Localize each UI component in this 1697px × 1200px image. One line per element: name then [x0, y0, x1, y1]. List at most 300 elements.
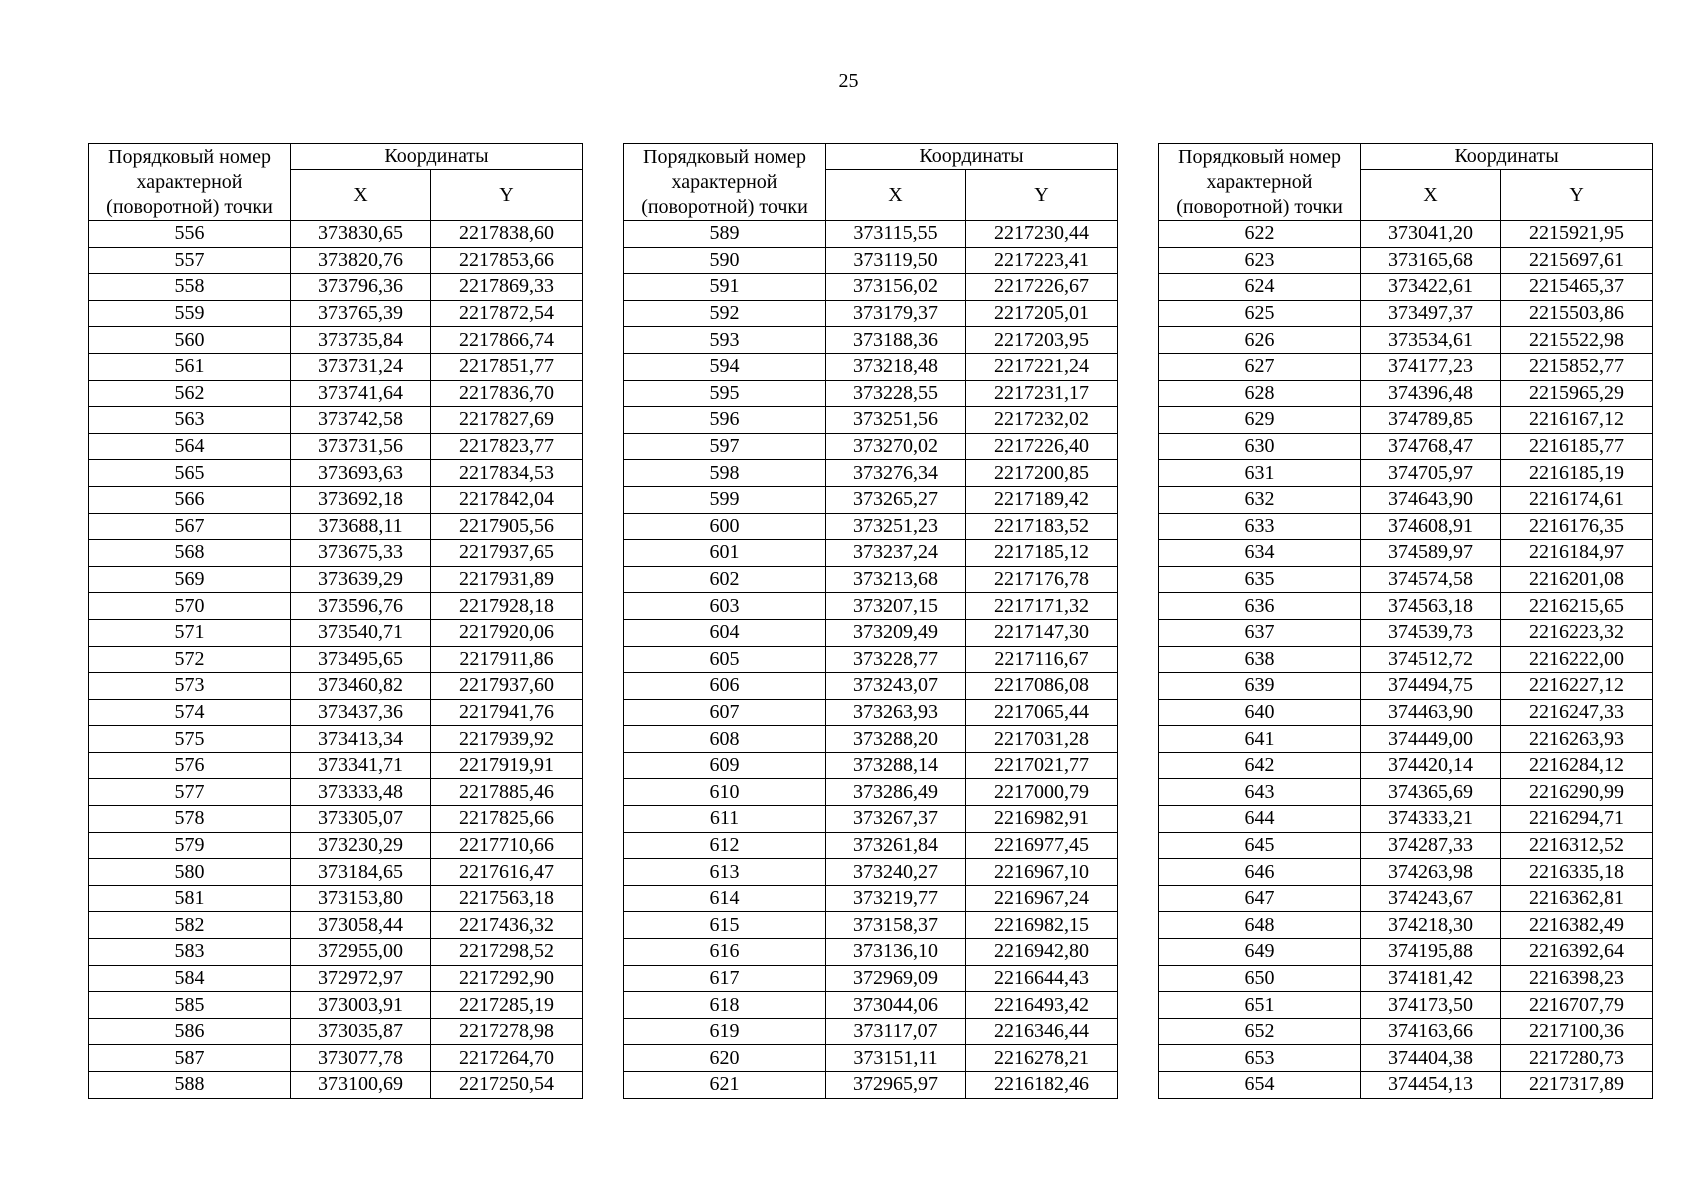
- table-row: [624, 885, 1118, 912]
- x-coordinate-cell: 372955,00: [291, 939, 431, 966]
- point-number-cell: 645: [1159, 832, 1361, 859]
- table-row: [624, 965, 1118, 992]
- point-number-cell: 556: [89, 221, 291, 248]
- y-coordinate-cell: 2215921,95: [1501, 221, 1653, 248]
- y-coordinate-cell: 2217905,56: [431, 513, 583, 540]
- point-number-cell: 602: [624, 566, 826, 593]
- y-coordinate-cell: 2217185,12: [966, 540, 1118, 567]
- y-coordinate-cell: 2216707,79: [1501, 992, 1653, 1019]
- point-number-cell: 572: [89, 646, 291, 673]
- point-number-cell: 579: [89, 832, 291, 859]
- point-number-cell: 611: [624, 806, 826, 833]
- x-coordinate-cell: 374454,13: [1361, 1072, 1501, 1099]
- x-coordinate-cell: 373460,82: [291, 673, 431, 700]
- y-coordinate-cell: 2216398,23: [1501, 965, 1653, 992]
- x-coordinate-cell: 373119,50: [826, 247, 966, 274]
- point-number-cell: 620: [624, 1045, 826, 1072]
- table-row: [624, 593, 1118, 620]
- table-body: [89, 221, 583, 1099]
- x-coordinate-cell: 374365,69: [1361, 779, 1501, 806]
- point-number-cell: 623: [1159, 247, 1361, 274]
- table-row: [1159, 221, 1653, 248]
- point-number-cell: 608: [624, 726, 826, 753]
- point-number-cell: 628: [1159, 380, 1361, 407]
- table-row: [624, 486, 1118, 513]
- y-coordinate-cell: 2217823,77: [431, 433, 583, 460]
- point-number-header: Порядковый номер характерной (поворотной) точки: [89, 144, 291, 221]
- y-coordinate-cell: 2216335,18: [1501, 859, 1653, 886]
- y-coordinate-cell: 2217278,98: [431, 1018, 583, 1045]
- point-number-cell: 626: [1159, 327, 1361, 354]
- point-number-cell: 561: [89, 353, 291, 380]
- x-coordinate-cell: 373003,91: [291, 992, 431, 1019]
- y-header: Y: [966, 170, 1118, 221]
- table-row: [89, 407, 583, 434]
- x-coordinate-cell: 374463,90: [1361, 699, 1501, 726]
- point-number-cell: 640: [1159, 699, 1361, 726]
- x-coordinate-cell: 373286,49: [826, 779, 966, 806]
- point-number-cell: 582: [89, 912, 291, 939]
- point-number-cell: 598: [624, 460, 826, 487]
- point-number-cell: 617: [624, 965, 826, 992]
- x-coordinate-cell: 373158,37: [826, 912, 966, 939]
- table-row: [1159, 1018, 1653, 1045]
- y-coordinate-cell: 2217941,76: [431, 699, 583, 726]
- page-number: 25: [838, 70, 859, 92]
- table-row: [1159, 1072, 1653, 1099]
- table-row: [1159, 300, 1653, 327]
- x-coordinate-cell: 374287,33: [1361, 832, 1501, 859]
- point-number-cell: 610: [624, 779, 826, 806]
- coordinates-table: [88, 143, 583, 1099]
- y-coordinate-cell: 2217231,17: [966, 380, 1118, 407]
- x-coordinate-cell: 374420,14: [1361, 752, 1501, 779]
- x-coordinate-cell: 373251,23: [826, 513, 966, 540]
- x-coordinate-cell: 373243,07: [826, 673, 966, 700]
- y-coordinate-cell: 2216290,99: [1501, 779, 1653, 806]
- y-coordinate-cell: 2217176,78: [966, 566, 1118, 593]
- x-coordinate-cell: 373117,07: [826, 1018, 966, 1045]
- x-coordinate-cell: 373820,76: [291, 247, 431, 274]
- x-coordinate-cell: 372965,97: [826, 1072, 966, 1099]
- table-row: [624, 752, 1118, 779]
- point-number-cell: 614: [624, 885, 826, 912]
- point-number-cell: 599: [624, 486, 826, 513]
- y-coordinate-cell: 2217086,08: [966, 673, 1118, 700]
- x-coordinate-cell: 373263,93: [826, 699, 966, 726]
- y-coordinate-cell: 2216227,12: [1501, 673, 1653, 700]
- y-coordinate-cell: 2217205,01: [966, 300, 1118, 327]
- table-row: [89, 486, 583, 513]
- table-row: [89, 965, 583, 992]
- point-number-cell: 567: [89, 513, 291, 540]
- y-coordinate-cell: 2216174,61: [1501, 486, 1653, 513]
- table-row: [624, 540, 1118, 567]
- x-coordinate-cell: 374218,30: [1361, 912, 1501, 939]
- y-coordinate-cell: 2216294,71: [1501, 806, 1653, 833]
- table-row: [89, 752, 583, 779]
- point-number-cell: 594: [624, 353, 826, 380]
- y-coordinate-cell: 2217928,18: [431, 593, 583, 620]
- y-coordinate-cell: 2216185,19: [1501, 460, 1653, 487]
- table-row: [1159, 779, 1653, 806]
- table-row: [624, 806, 1118, 833]
- x-coordinate-cell: 373209,49: [826, 619, 966, 646]
- x-coordinate-cell: 373735,84: [291, 327, 431, 354]
- point-number-cell: 571: [89, 619, 291, 646]
- point-number-cell: 584: [89, 965, 291, 992]
- point-number-cell: 633: [1159, 513, 1361, 540]
- point-number-cell: 642: [1159, 752, 1361, 779]
- x-coordinate-cell: 373251,56: [826, 407, 966, 434]
- y-coordinate-cell: 2216967,24: [966, 885, 1118, 912]
- point-number-cell: 649: [1159, 939, 1361, 966]
- y-coordinate-cell: 2215697,61: [1501, 247, 1653, 274]
- table-row: [89, 247, 583, 274]
- y-coordinate-cell: 2217000,79: [966, 779, 1118, 806]
- point-number-header: Порядковый номер характерной (поворотной) точки: [1159, 144, 1361, 221]
- y-coordinate-cell: 2216223,32: [1501, 619, 1653, 646]
- y-coordinate-cell: 2216942,80: [966, 939, 1118, 966]
- y-coordinate-cell: 2216263,93: [1501, 726, 1653, 753]
- x-coordinate-cell: 373639,29: [291, 566, 431, 593]
- x-coordinate-cell: 373540,71: [291, 619, 431, 646]
- point-number-cell: 566: [89, 486, 291, 513]
- point-number-cell: 559: [89, 300, 291, 327]
- x-header: X: [826, 170, 966, 221]
- x-coordinate-cell: 373207,15: [826, 593, 966, 620]
- point-number-cell: 576: [89, 752, 291, 779]
- y-coordinate-cell: 2215522,98: [1501, 327, 1653, 354]
- x-coordinate-cell: 374789,85: [1361, 407, 1501, 434]
- y-coordinate-cell: 2217838,60: [431, 221, 583, 248]
- point-number-cell: 639: [1159, 673, 1361, 700]
- point-number-cell: 591: [624, 274, 826, 301]
- table-row: [624, 460, 1118, 487]
- table-row: [89, 885, 583, 912]
- y-coordinate-cell: 2217147,30: [966, 619, 1118, 646]
- table-row: [1159, 646, 1653, 673]
- table-row: [1159, 353, 1653, 380]
- x-coordinate-cell: 373041,20: [1361, 221, 1501, 248]
- table-row: [1159, 965, 1653, 992]
- y-coordinate-cell: 2216284,12: [1501, 752, 1653, 779]
- table-row: [1159, 912, 1653, 939]
- x-header: X: [1361, 170, 1501, 221]
- point-number-cell: 612: [624, 832, 826, 859]
- point-number-cell: 650: [1159, 965, 1361, 992]
- table-row: [1159, 619, 1653, 646]
- y-coordinate-cell: 2217436,32: [431, 912, 583, 939]
- table-row: [89, 327, 583, 354]
- point-number-cell: 588: [89, 1072, 291, 1099]
- table-row: [89, 221, 583, 248]
- coordinates-header: Координаты: [291, 144, 583, 170]
- coordinates-tables: [88, 143, 1653, 1099]
- point-number-cell: 647: [1159, 885, 1361, 912]
- y-coordinate-cell: 2216222,00: [1501, 646, 1653, 673]
- point-number-cell: 641: [1159, 726, 1361, 753]
- point-number-cell: 637: [1159, 619, 1361, 646]
- y-coordinate-cell: 2217937,60: [431, 673, 583, 700]
- table-row: [89, 460, 583, 487]
- point-number-cell: 574: [89, 699, 291, 726]
- point-number-cell: 605: [624, 646, 826, 673]
- table-row: [89, 513, 583, 540]
- point-number-header: Порядковый номер характерной (поворотной) точки: [624, 144, 826, 221]
- table-row: [624, 673, 1118, 700]
- y-coordinate-cell: 2217317,89: [1501, 1072, 1653, 1099]
- x-coordinate-cell: 373288,20: [826, 726, 966, 753]
- x-coordinate-cell: 373265,27: [826, 486, 966, 513]
- coordinates-header: Координаты: [1361, 144, 1653, 170]
- y-coordinate-cell: 2217911,86: [431, 646, 583, 673]
- point-number-cell: 586: [89, 1018, 291, 1045]
- y-coordinate-cell: 2216247,33: [1501, 699, 1653, 726]
- x-coordinate-cell: 373276,34: [826, 460, 966, 487]
- y-coordinate-cell: 2217866,74: [431, 327, 583, 354]
- y-coordinate-cell: 2216392,64: [1501, 939, 1653, 966]
- table-row: [624, 221, 1118, 248]
- y-coordinate-cell: 2217919,91: [431, 752, 583, 779]
- x-coordinate-cell: 374243,67: [1361, 885, 1501, 912]
- x-coordinate-cell: 374195,88: [1361, 939, 1501, 966]
- x-coordinate-cell: 373675,33: [291, 540, 431, 567]
- point-number-cell: 635: [1159, 566, 1361, 593]
- table-row: [1159, 885, 1653, 912]
- table-row: [624, 832, 1118, 859]
- point-number-cell: 580: [89, 859, 291, 886]
- table-body: [624, 221, 1118, 1099]
- table-row: [624, 859, 1118, 886]
- x-coordinate-cell: 373692,18: [291, 486, 431, 513]
- y-coordinate-cell: 2215465,37: [1501, 274, 1653, 301]
- x-header: X: [291, 170, 431, 221]
- table-row: [1159, 593, 1653, 620]
- x-coordinate-cell: 373213,68: [826, 566, 966, 593]
- x-coordinate-cell: 373437,36: [291, 699, 431, 726]
- table-row: [89, 646, 583, 673]
- point-number-cell: 651: [1159, 992, 1361, 1019]
- coordinates-header: Координаты: [826, 144, 1118, 170]
- table-row: [1159, 806, 1653, 833]
- table-row: [1159, 992, 1653, 1019]
- table-row: [1159, 513, 1653, 540]
- table-row: [89, 912, 583, 939]
- table-row: [89, 806, 583, 833]
- table-row: [1159, 699, 1653, 726]
- table-row: [89, 832, 583, 859]
- point-number-cell: 569: [89, 566, 291, 593]
- point-number-cell: 601: [624, 540, 826, 567]
- y-coordinate-cell: 2217230,44: [966, 221, 1118, 248]
- table-row: [89, 300, 583, 327]
- point-number-cell: 570: [89, 593, 291, 620]
- x-coordinate-cell: 374589,97: [1361, 540, 1501, 567]
- table-row: [1159, 566, 1653, 593]
- y-header: Y: [1501, 170, 1653, 221]
- x-coordinate-cell: 373044,06: [826, 992, 966, 1019]
- table-row: [89, 353, 583, 380]
- x-coordinate-cell: 374396,48: [1361, 380, 1501, 407]
- point-number-cell: 632: [1159, 486, 1361, 513]
- x-coordinate-cell: 373267,37: [826, 806, 966, 833]
- point-number-cell: 631: [1159, 460, 1361, 487]
- table-row: [624, 619, 1118, 646]
- y-coordinate-cell: 2217616,47: [431, 859, 583, 886]
- x-coordinate-cell: 373341,71: [291, 752, 431, 779]
- x-coordinate-cell: 373237,24: [826, 540, 966, 567]
- point-number-cell: 607: [624, 699, 826, 726]
- y-coordinate-cell: 2216982,91: [966, 806, 1118, 833]
- table-row: [89, 939, 583, 966]
- x-coordinate-cell: 373165,68: [1361, 247, 1501, 274]
- x-coordinate-cell: 372972,97: [291, 965, 431, 992]
- y-coordinate-cell: 2217920,06: [431, 619, 583, 646]
- x-coordinate-cell: 374173,50: [1361, 992, 1501, 1019]
- y-coordinate-cell: 2217221,24: [966, 353, 1118, 380]
- table-row: [624, 433, 1118, 460]
- x-coordinate-cell: 374494,75: [1361, 673, 1501, 700]
- x-coordinate-cell: 373153,80: [291, 885, 431, 912]
- point-number-cell: 603: [624, 593, 826, 620]
- table-row: [624, 1018, 1118, 1045]
- point-number-cell: 619: [624, 1018, 826, 1045]
- x-coordinate-cell: 373693,63: [291, 460, 431, 487]
- x-coordinate-cell: 374333,21: [1361, 806, 1501, 833]
- point-number-cell: 600: [624, 513, 826, 540]
- point-number-cell: 625: [1159, 300, 1361, 327]
- y-header: Y: [431, 170, 583, 221]
- point-number-cell: 643: [1159, 779, 1361, 806]
- y-coordinate-cell: 2217226,67: [966, 274, 1118, 301]
- point-number-cell: 636: [1159, 593, 1361, 620]
- y-coordinate-cell: 2215852,77: [1501, 353, 1653, 380]
- x-coordinate-cell: 373228,55: [826, 380, 966, 407]
- y-coordinate-cell: 2216346,44: [966, 1018, 1118, 1045]
- y-coordinate-cell: 2217836,70: [431, 380, 583, 407]
- y-coordinate-cell: 2216977,45: [966, 832, 1118, 859]
- table-row: [624, 327, 1118, 354]
- y-coordinate-cell: 2216982,15: [966, 912, 1118, 939]
- table-row: [1159, 726, 1653, 753]
- x-coordinate-cell: 373731,56: [291, 433, 431, 460]
- y-coordinate-cell: 2217264,70: [431, 1045, 583, 1072]
- table-row: [89, 566, 583, 593]
- x-coordinate-cell: 373731,24: [291, 353, 431, 380]
- point-number-cell: 646: [1159, 859, 1361, 886]
- x-coordinate-cell: 373742,58: [291, 407, 431, 434]
- table-row: [1159, 939, 1653, 966]
- table-row: [624, 939, 1118, 966]
- table-row: [89, 1018, 583, 1045]
- x-coordinate-cell: 374512,72: [1361, 646, 1501, 673]
- table-row: [1159, 247, 1653, 274]
- x-coordinate-cell: 373333,48: [291, 779, 431, 806]
- y-coordinate-cell: 2215965,29: [1501, 380, 1653, 407]
- point-number-cell: 624: [1159, 274, 1361, 301]
- table-row: [624, 992, 1118, 1019]
- point-number-cell: 577: [89, 779, 291, 806]
- point-number-cell: 557: [89, 247, 291, 274]
- x-coordinate-cell: 373422,61: [1361, 274, 1501, 301]
- point-number-cell: 644: [1159, 806, 1361, 833]
- x-coordinate-cell: 373741,64: [291, 380, 431, 407]
- point-number-cell: 562: [89, 380, 291, 407]
- table-row: [1159, 673, 1653, 700]
- x-coordinate-cell: 373219,77: [826, 885, 966, 912]
- x-coordinate-cell: 374177,23: [1361, 353, 1501, 380]
- y-coordinate-cell: 2217171,32: [966, 593, 1118, 620]
- y-coordinate-cell: 2217825,66: [431, 806, 583, 833]
- y-coordinate-cell: 2217100,36: [1501, 1018, 1653, 1045]
- point-number-cell: 563: [89, 407, 291, 434]
- point-number-cell: 585: [89, 992, 291, 1019]
- point-number-cell: 621: [624, 1072, 826, 1099]
- y-coordinate-cell: 2216493,42: [966, 992, 1118, 1019]
- table-row: [89, 859, 583, 886]
- table-row: [1159, 752, 1653, 779]
- y-coordinate-cell: 2216362,81: [1501, 885, 1653, 912]
- point-number-cell: 560: [89, 327, 291, 354]
- point-number-cell: 589: [624, 221, 826, 248]
- point-number-cell: 587: [89, 1045, 291, 1072]
- y-coordinate-cell: 2217223,41: [966, 247, 1118, 274]
- point-number-cell: 593: [624, 327, 826, 354]
- table-row: [89, 433, 583, 460]
- table-row: [1159, 486, 1653, 513]
- point-number-cell: 648: [1159, 912, 1361, 939]
- point-number-cell: 654: [1159, 1072, 1361, 1099]
- x-coordinate-cell: 374643,90: [1361, 486, 1501, 513]
- point-number-cell: 573: [89, 673, 291, 700]
- table-row: [624, 779, 1118, 806]
- y-coordinate-cell: 2216185,77: [1501, 433, 1653, 460]
- point-number-cell: 613: [624, 859, 826, 886]
- point-number-cell: 627: [1159, 353, 1361, 380]
- table-row: [89, 992, 583, 1019]
- x-coordinate-cell: 374705,97: [1361, 460, 1501, 487]
- x-coordinate-cell: 373035,87: [291, 1018, 431, 1045]
- y-coordinate-cell: 2217189,42: [966, 486, 1118, 513]
- point-number-cell: 575: [89, 726, 291, 753]
- x-coordinate-cell: 373261,84: [826, 832, 966, 859]
- table-row: [89, 673, 583, 700]
- x-coordinate-cell: 373596,76: [291, 593, 431, 620]
- y-coordinate-cell: 2217226,40: [966, 433, 1118, 460]
- point-number-cell: 615: [624, 912, 826, 939]
- y-coordinate-cell: 2217563,18: [431, 885, 583, 912]
- x-coordinate-cell: 373288,14: [826, 752, 966, 779]
- y-coordinate-cell: 2217853,66: [431, 247, 583, 274]
- y-coordinate-cell: 2217842,04: [431, 486, 583, 513]
- x-coordinate-cell: 373115,55: [826, 221, 966, 248]
- point-number-cell: 630: [1159, 433, 1361, 460]
- y-coordinate-cell: 2216184,97: [1501, 540, 1653, 567]
- point-number-cell: 596: [624, 407, 826, 434]
- y-coordinate-cell: 2217203,95: [966, 327, 1118, 354]
- table-row: [1159, 380, 1653, 407]
- table-row: [1159, 460, 1653, 487]
- table-row: [624, 513, 1118, 540]
- table-row: [89, 699, 583, 726]
- y-coordinate-cell: 2217292,90: [431, 965, 583, 992]
- x-coordinate-cell: 374181,42: [1361, 965, 1501, 992]
- table-row: [624, 1072, 1118, 1099]
- y-coordinate-cell: 2217851,77: [431, 353, 583, 380]
- y-coordinate-cell: 2217939,92: [431, 726, 583, 753]
- y-coordinate-cell: 2216967,10: [966, 859, 1118, 886]
